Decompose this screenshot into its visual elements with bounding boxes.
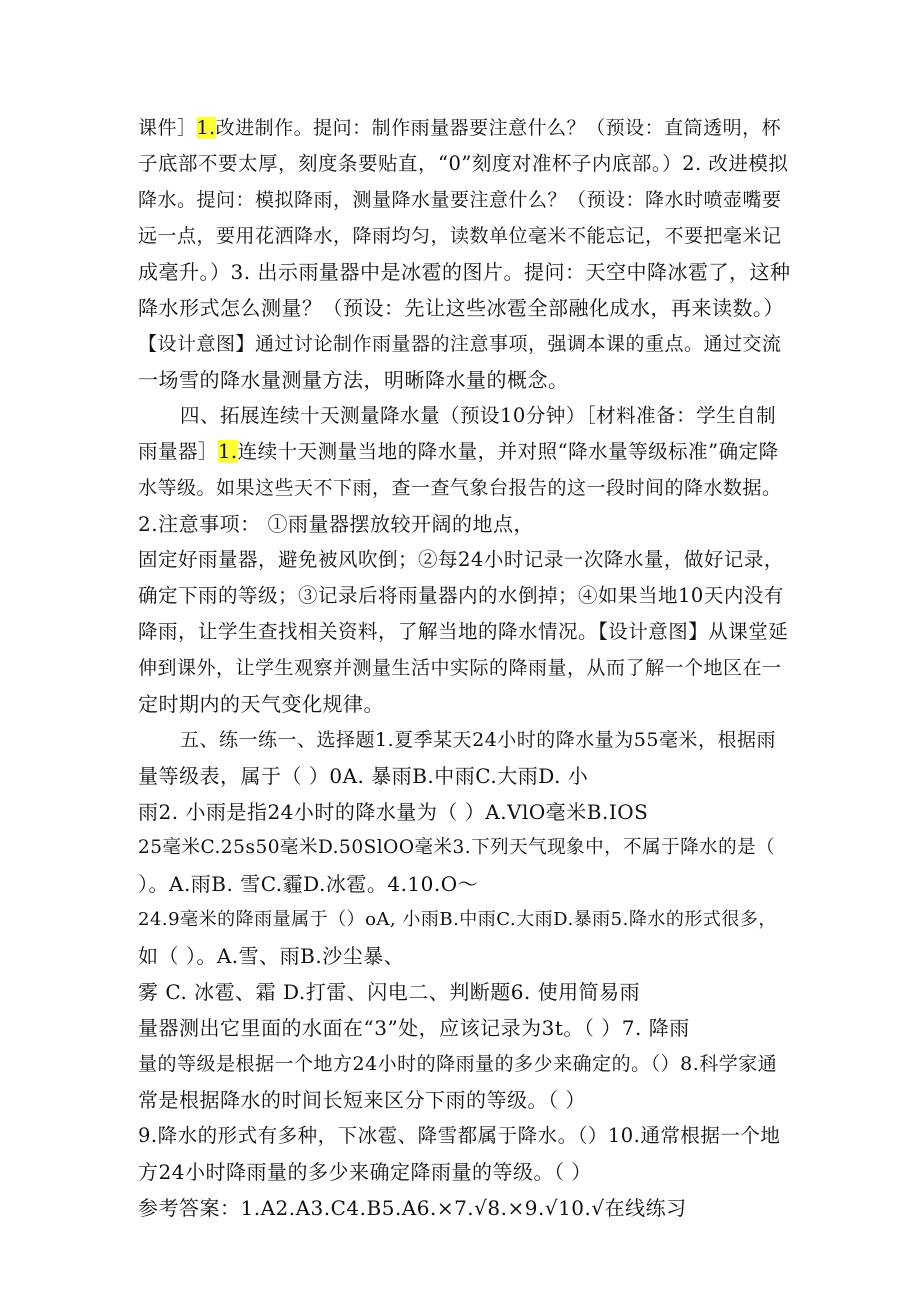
- text-line: 雨2. 小雨是指24小时的降水量为（ ）A.VlO毫米B.IOS: [138, 800, 649, 824]
- text-line: 24.9毫米的降雨量属于（）oA, 小雨B.中雨C.大雨D.暴雨5.降水的形式很多，: [138, 909, 777, 930]
- text-line: 量器测出它里面的水面在“3”处，应该记录为3t。（ ）7. 降雨: [138, 1016, 690, 1040]
- text-line: 远一点，要用花洒降水，降雨均匀，读数单位毫米不能忘记，不要把毫米记: [138, 225, 782, 247]
- answer-key-line: 参考答案：1.A2.A3.C4.B5.A6.×7.√8.×9.√10.√在线练习: [138, 1196, 687, 1220]
- text-line: 25毫米C.25s50毫米D.50SlOO毫米3.下列天气现象中，不属于降水的是（: [138, 837, 776, 858]
- text-line: 9.降水的形式有多种，下冰雹、降雪都属于降水。（）10.通常根据一个地: [138, 1124, 781, 1147]
- highlight-mark: 1.: [196, 117, 216, 139]
- text-line: 量的等级是根据一个地方24小时的降雨量的多少来确定的。（）8.科学家通: [138, 1053, 778, 1075]
- text-line: 量等级表，属于（ ）0A. 暴雨B.中雨C.大雨D. 小: [138, 764, 589, 788]
- text-line: 【设计意图】通过讨论制作雨量器的注意事项，强调本课的重点。通过交流: [138, 333, 782, 355]
- text-line: 降雨，让学生查找相关资料，了解当地的降水情况。【设计意图】从课堂延: [138, 620, 789, 643]
- text-line: 成毫升。）3. 出示雨量器中是冰雹的图片。提问：天空中降冰雹了，这种: [138, 260, 791, 284]
- section-heading-line: 五、练一练一、选择题1.夏季某天24小时的降水量为55毫米，根据雨: [180, 729, 776, 751]
- text-line: 确定下雨的等级；③记录后将雨量器内的水倒掉；④如果当地10天内没有: [138, 584, 784, 607]
- text-line: 一场雪的降水量测量方法，明晰降水量的概念。: [138, 368, 569, 392]
- text-line: 如（ ）。A.雪、雨B.沙尘暴、: [138, 944, 405, 968]
- text-line: 伸到课外，让学生观察并测量生活中实际的降雨量，从而了解一个地区在一: [138, 657, 782, 679]
- text-line: 降水形式怎么测量？（预设：先让这些冰雹全部融化成水，再来读数。）: [138, 296, 784, 320]
- text-line: 雨量器］1.连续十天测量当地的降水量，并对照“降水量等级标准”确定降: [138, 440, 779, 463]
- highlight-mark: 1.: [218, 440, 238, 463]
- text-line: 定时期内的天气变化规律。: [138, 692, 384, 716]
- text-line: 方24小时降雨量的多少来确定降雨量的等级。（ ）: [138, 1160, 592, 1184]
- text-line: 固定好雨量器，避免被风吹倒；②每24小时记录一次降水量，做好记录，: [138, 548, 784, 571]
- text-line: 2.注意事项： ①雨量器摆放较开阔的地点，: [138, 512, 534, 536]
- text-line: 常是根据降水的时间长短来区分下雨的等级。（ ）: [138, 1088, 586, 1112]
- text-line: 子底部不要太厚，刻度条要贴直，“0”刻度对准杯子内底部。）2. 改进模拟: [138, 152, 789, 175]
- text-line: 降水。提问：模拟降雨，测量降水量要注意什么？（预设：降水时喷壶嘴要: [138, 189, 782, 211]
- text-line: 课件］1.改进制作。提问：制作雨量器要注意什么？（预设：直筒透明，杯: [138, 117, 782, 139]
- section-heading-line: 四、拓展连续十天测量降水量（预设10分钟）［材料准备：学生自制: [180, 404, 777, 427]
- text-line: ）。A.雨B. 雪C.霾D.冰雹。4.10.O～: [138, 872, 479, 896]
- text-line: 雾 C. 冰雹、霜 D.打雷、闪电二、判断题6. 使用简易雨: [138, 980, 641, 1004]
- text-line: 水等级。如果这些天不下雨，查一查气象台报告的这一段时间的降水数据。: [138, 477, 782, 499]
